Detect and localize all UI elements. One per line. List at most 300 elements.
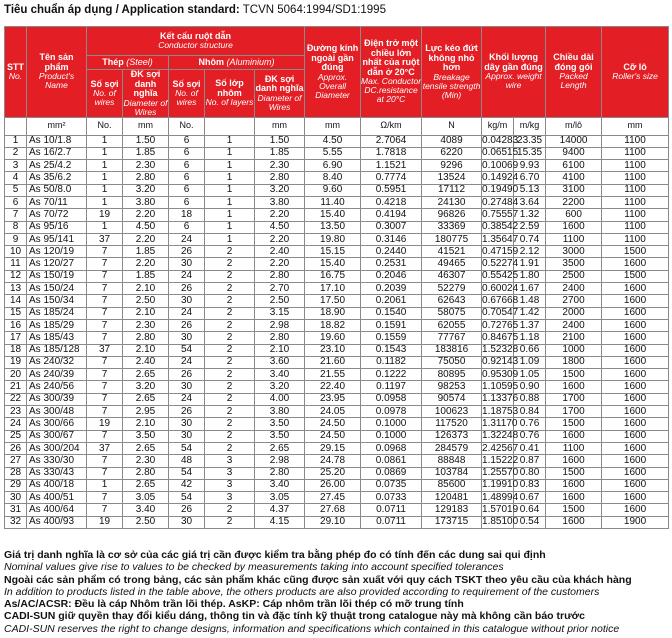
table-cell: 2.10 — [255, 344, 305, 356]
table-cell: 0.90 — [514, 381, 546, 393]
table-cell: 2.80 — [255, 172, 305, 184]
table-row — [5, 319, 669, 331]
table-cell: 2.30 — [123, 319, 169, 331]
table-cell: 1 — [205, 209, 255, 221]
table-row — [5, 430, 669, 442]
table-cell: 1600 — [602, 381, 669, 393]
table-cell: 20 — [5, 369, 27, 381]
table-cell: 1.09 — [514, 356, 546, 368]
table-cell: 2 — [205, 356, 255, 368]
table-cell: 0.2039 — [361, 283, 422, 295]
table-cell: 15.40 — [305, 258, 361, 270]
table-cell: 1100 — [602, 221, 669, 233]
table-cell: 4.50 — [255, 221, 305, 233]
table-cell: 1700 — [546, 406, 602, 418]
table-cell: 26 — [169, 246, 205, 258]
table-cell: As 400/93 — [27, 516, 87, 528]
table-cell: 2 — [205, 369, 255, 381]
table-cell: 29.10 — [305, 516, 361, 528]
table-cell: 2.65 — [123, 369, 169, 381]
table-cell: 23 — [5, 406, 27, 418]
table-cell: 1800 — [546, 356, 602, 368]
table-cell: 284579 — [422, 442, 482, 454]
table-cell: 2.65 — [123, 479, 169, 491]
table-cell: 1.85 — [123, 246, 169, 258]
table-cell: 18.90 — [305, 307, 361, 319]
table-cell: 1 — [205, 221, 255, 233]
table-cell: 0.04283 — [482, 135, 519, 147]
table-cell: 14000 — [546, 135, 602, 147]
table-cell: As 240/56 — [27, 381, 87, 393]
table-cell: 2 — [205, 430, 255, 442]
table-cell: 0.0861 — [361, 455, 422, 467]
table-cell: 0.67 — [514, 492, 546, 504]
table-cell: 0.19490 — [482, 184, 519, 196]
table-cell: 1100 — [602, 160, 669, 172]
table-cell: 6220 — [422, 147, 482, 159]
table-row — [5, 172, 669, 184]
table-cell: 24 — [5, 418, 27, 430]
table-row — [5, 246, 669, 258]
table-row — [5, 442, 669, 454]
table-cell: 18 — [169, 209, 205, 221]
header-alu-diameter: ĐK sợi danh nghĩa Diameter of Wires — [255, 70, 305, 118]
table-cell: 0.0978 — [361, 406, 422, 418]
table-cell: 1.85 — [123, 147, 169, 159]
table-cell: 100623 — [422, 406, 482, 418]
table-cell: 13.50 — [305, 221, 361, 233]
table-cell: 1600 — [602, 332, 669, 344]
header-alu-wires: Số sợi No. of wires — [169, 70, 205, 118]
header-steel: Thép (Steel) — [87, 56, 169, 70]
unit-cell: mm² — [27, 117, 87, 135]
table-cell: As 300/66 — [27, 418, 87, 430]
table-cell: 29 — [5, 479, 27, 491]
table-cell: 2 — [205, 307, 255, 319]
table-body — [5, 135, 669, 529]
table-cell: 0.72765 — [482, 319, 519, 331]
table-cell: 2.30 — [123, 455, 169, 467]
table-cell: 2400 — [546, 283, 602, 295]
table-cell: As 185/43 — [27, 332, 87, 344]
table-cell: 3.80 — [123, 196, 169, 208]
unit-cell: Ω/km — [361, 117, 422, 135]
table-cell: 4 — [5, 172, 27, 184]
table-cell: 3 — [205, 492, 255, 504]
table-cell: 15.40 — [305, 209, 361, 221]
table-cell: 0.55425 — [482, 270, 519, 282]
footnote-line: Ngoài các sản phẩm có trong bảng, các sản phẩm khác cũng được sản xuất với quy cách TSKT theo yêu cầu của khách hàng — [4, 573, 632, 586]
table-cell: 7 — [87, 369, 123, 381]
table-cell: 0.06515 — [482, 147, 519, 159]
table-cell: 0.4194 — [361, 209, 422, 221]
table-cell: 6.90 — [305, 160, 361, 172]
table-cell: 4100 — [546, 172, 602, 184]
table-cell: 54 — [169, 442, 205, 454]
table-cell: 1.31170 — [482, 417, 518, 429]
table-cell: 1600 — [546, 381, 602, 393]
table-cell: 1600 — [602, 319, 669, 331]
unit-cell: m/kg — [514, 117, 546, 135]
table-cell: 0.92143 — [482, 356, 519, 368]
table-cell: 120481 — [422, 492, 482, 504]
table-cell: 3 — [205, 467, 255, 479]
table-cell: 26 — [5, 442, 27, 454]
table-cell: 2.42567 — [482, 442, 519, 454]
table-cell: 17.10 — [305, 283, 361, 295]
table-cell: 0.47159 — [482, 245, 519, 257]
table-cell: 26 — [169, 504, 205, 516]
table-cell: 26 — [169, 283, 205, 295]
table-cell: 0.0958 — [361, 393, 422, 405]
table-cell: 62643 — [422, 295, 482, 307]
table-cell: 1500 — [546, 467, 602, 479]
table-row — [5, 467, 669, 479]
table-cell: 2.30 — [255, 160, 305, 172]
table-cell: 2 — [205, 344, 255, 356]
table-cell: 1600 — [602, 479, 669, 491]
table-cell: 1 — [205, 184, 255, 196]
table-cell: 22.40 — [305, 381, 361, 393]
table-cell: 1.37 — [514, 319, 546, 331]
table-row — [5, 209, 669, 221]
unit-cell: mm — [123, 117, 169, 135]
table-cell: 1.48994 — [482, 491, 519, 503]
table-cell: 2.40 — [255, 246, 305, 258]
table-cell: 4.15 — [255, 516, 305, 528]
table-cell: 1.19910 — [482, 479, 519, 491]
table-cell: 3 — [5, 160, 27, 172]
table-cell: 3.20 — [123, 184, 169, 196]
table-cell: 1.50 — [123, 135, 169, 147]
table-row — [5, 258, 669, 270]
table-row — [5, 307, 669, 319]
table-cell: 0.1559 — [361, 332, 422, 344]
table-cell: 46307 — [422, 270, 482, 282]
table-cell: 1 — [87, 160, 123, 172]
table-cell: 0.5951 — [361, 184, 422, 196]
table-row — [5, 516, 669, 528]
header-roller: Cỡ lô Roller's size — [602, 27, 669, 118]
table-cell: As 300/39 — [27, 393, 87, 405]
table-cell: 1900 — [602, 516, 669, 528]
table-cell: 0.60024 — [482, 282, 519, 294]
header-stt: STT No. — [5, 27, 27, 118]
table-cell: 3.05 — [255, 492, 305, 504]
table-cell: 6 — [169, 184, 205, 196]
unit-cell: kg/m — [482, 117, 514, 135]
table-row — [5, 479, 669, 491]
table-cell: 117520 — [422, 418, 482, 430]
table-cell: 14 — [5, 295, 27, 307]
table-row — [5, 196, 669, 208]
table-cell: 11.40 — [305, 196, 361, 208]
table-cell: 0.41 — [514, 442, 546, 454]
table-cell: 1600 — [602, 283, 669, 295]
table-cell: 1700 — [546, 393, 602, 405]
table-cell: 1 — [87, 479, 123, 491]
table-cell: 0.1197 — [361, 381, 422, 393]
table-cell: 1.80 — [514, 270, 546, 282]
table-cell: 17.50 — [305, 295, 361, 307]
table-cell: 1.91 — [514, 258, 546, 270]
table-cell: 1600 — [546, 479, 602, 491]
table-cell: 1.32248 — [482, 430, 519, 442]
table-cell: 2200 — [546, 196, 602, 208]
table-cell: 4089 — [422, 135, 482, 147]
table-cell: 0.1000 — [361, 418, 422, 430]
table-cell: 1 — [87, 221, 123, 233]
table-cell: 7 — [87, 258, 123, 270]
table-cell: 1100 — [546, 442, 602, 454]
table-cell: 1500 — [546, 369, 602, 381]
table-cell: 4.37 — [255, 504, 305, 516]
table-cell: 3.80 — [255, 196, 305, 208]
table-cell: 90574 — [422, 393, 482, 405]
table-cell: 21.55 — [305, 369, 361, 381]
header-breakage: Lực kéo đứt không nhỏ hơn Breakage tensile strength (Min) — [422, 27, 482, 118]
table-cell: 1100 — [602, 172, 669, 184]
table-cell: 1600 — [546, 492, 602, 504]
table-cell: As 400/18 — [27, 479, 87, 491]
table-row — [5, 369, 669, 381]
table-cell: 21 — [5, 381, 27, 393]
table-cell: 1100 — [546, 233, 602, 245]
table-cell: 7 — [87, 356, 123, 368]
table-cell: 0.2046 — [361, 270, 422, 282]
table-cell: 1.85100 — [482, 516, 519, 528]
table-cell: As 150/19 — [27, 270, 87, 282]
table-cell: 19.80 — [305, 233, 361, 245]
table-cell: 1.50 — [255, 135, 305, 147]
table-cell: 3.20 — [255, 184, 305, 196]
table-cell: 5 — [5, 184, 27, 196]
table-cell: 0.88 — [514, 393, 546, 405]
table-cell: 0.0733 — [361, 492, 422, 504]
table-cell: 6.70 — [514, 172, 546, 184]
table-cell: 0.10069 — [482, 159, 519, 171]
table-cell: 2.10 — [123, 307, 169, 319]
table-cell: As 240/39 — [27, 369, 87, 381]
table-cell: 1.18753 — [482, 405, 519, 417]
table-cell: 1.1521 — [361, 160, 422, 172]
table-cell: 1 — [87, 196, 123, 208]
table-cell: As 300/204 — [27, 442, 87, 454]
table-cell: 2.65 — [123, 442, 169, 454]
table-cell: 183816 — [422, 344, 482, 356]
table-cell: 11 — [5, 258, 27, 270]
table-cell: 0.0711 — [361, 504, 422, 516]
table-row — [5, 184, 669, 196]
table-cell: 6 — [169, 135, 205, 147]
table-cell: 2 — [205, 516, 255, 528]
application-standard — [4, 4, 386, 16]
table-cell: 1.85 — [255, 147, 305, 159]
table-cell: 0.66 — [514, 344, 546, 356]
table-cell: 27.45 — [305, 492, 361, 504]
header-aluminium: Nhôm (Aluminium) — [169, 56, 305, 70]
table-cell: 2 — [205, 418, 255, 430]
table-cell: 2.65 — [255, 442, 305, 454]
table-cell: 85600 — [422, 479, 482, 491]
table-cell: 3000 — [546, 246, 602, 258]
table-cell: 0.38542 — [482, 221, 519, 233]
table-cell: 52279 — [422, 283, 482, 295]
table-row — [5, 381, 669, 393]
table-cell: 6 — [169, 221, 205, 233]
table-cell: 1 — [87, 147, 123, 159]
table-cell: 24.78 — [305, 455, 361, 467]
table-cell: 0.0968 — [361, 442, 422, 454]
table-cell: 0.75557 — [482, 208, 519, 220]
table-cell: 24 — [169, 356, 205, 368]
table-cell: 0.4218 — [361, 196, 422, 208]
table-cell: 30 — [169, 381, 205, 393]
table-cell: 1600 — [602, 455, 669, 467]
table-cell: 3.20 — [123, 381, 169, 393]
table-cell: 1 — [5, 135, 27, 147]
table-cell: 31 — [5, 504, 27, 516]
table-cell: 0.64 — [514, 504, 546, 516]
table-row — [5, 418, 669, 430]
table-cell: 2.20 — [255, 209, 305, 221]
header-resistance: Điện trở một chiều lớn nhất của ruột dẫn ở 20°C Max. Conductor DC.resistance at 20°C — [361, 27, 422, 118]
table-cell: 30 — [169, 430, 205, 442]
table-cell: 3.40 — [255, 369, 305, 381]
table-cell: 42 — [169, 479, 205, 491]
unit-cell: m/lô — [546, 117, 602, 135]
table-cell: As 185/128 — [27, 344, 87, 356]
table-cell: 2.59 — [514, 221, 546, 233]
table-cell: 18 — [5, 344, 27, 356]
table-cell: 2.50 — [123, 295, 169, 307]
table-cell: 1.25570 — [482, 467, 519, 479]
table-cell: 1600 — [602, 295, 669, 307]
table-cell: 3.80 — [255, 406, 305, 418]
table-cell: 16.75 — [305, 270, 361, 282]
table-row — [5, 221, 669, 233]
table-cell: 54 — [169, 344, 205, 356]
table-cell: As 95/16 — [27, 221, 87, 233]
table-cell: 2700 — [546, 295, 602, 307]
table-cell: 4.50 — [305, 135, 361, 147]
table-cell: 0.27484 — [482, 196, 519, 208]
table-row — [5, 356, 669, 368]
table-cell: 1.85 — [123, 270, 169, 282]
table-cell: 80895 — [422, 369, 482, 381]
footnote-line: In addition to products listed in the table above, the others products are also provided according to requirement of the customers — [4, 585, 600, 598]
table-cell: 0.95309 — [482, 368, 519, 380]
table-row — [5, 270, 669, 282]
table-cell: 2.30 — [123, 160, 169, 172]
table-cell: 0.80 — [514, 467, 546, 479]
table-cell: 30 — [169, 418, 205, 430]
table-cell: 3.40 — [123, 504, 169, 516]
table-cell: 30 — [5, 492, 27, 504]
table-cell: 7 — [87, 504, 123, 516]
table-cell: 26.00 — [305, 479, 361, 491]
table-cell: 37 — [87, 344, 123, 356]
table-cell: 103784 — [422, 467, 482, 479]
table-cell: As 70/11 — [27, 196, 87, 208]
table-cell: 0.83 — [514, 479, 546, 491]
table-cell: 28 — [5, 467, 27, 479]
table-cell: 24 — [169, 307, 205, 319]
table-cell: 7 — [87, 332, 123, 344]
table-cell: 6 — [169, 196, 205, 208]
header-structure: Kết cấu ruột dẫn Conductor structure — [87, 27, 305, 56]
table-cell: 19.60 — [305, 332, 361, 344]
table-cell: 1600 — [546, 221, 602, 233]
table-cell: 1 — [87, 184, 123, 196]
table-row — [5, 344, 669, 356]
table-cell: 1500 — [602, 246, 669, 258]
table-cell: 30 — [169, 258, 205, 270]
table-cell: 0.3007 — [361, 221, 422, 233]
table-cell: 41521 — [422, 246, 482, 258]
table-cell: 1600 — [602, 356, 669, 368]
table-cell: 54 — [169, 467, 205, 479]
table-cell: 1100 — [602, 184, 669, 196]
table-cell: 1100 — [602, 233, 669, 245]
table-row — [5, 406, 669, 418]
table-cell: 173715 — [422, 516, 482, 528]
footnote-line: Giá trị danh nghĩa là cơ sở của các giá trị cần được kiểm tra bằng phép đo có tính đến các dung sai qui định — [4, 549, 546, 561]
table-cell: 1500 — [546, 418, 602, 430]
table-cell: 2 — [205, 270, 255, 282]
table-cell: 0.76 — [514, 418, 546, 430]
table-row — [5, 455, 669, 467]
table-cell: 3.50 — [255, 418, 305, 430]
table-cell: 29.15 — [305, 442, 361, 454]
table-cell: 48 — [169, 455, 205, 467]
table-cell: 49465 — [422, 258, 482, 270]
table-cell: 0.1543 — [361, 344, 422, 356]
standard-label: Tiêu chuẩn áp dụng / Application standard: — [4, 4, 240, 16]
unit-cell: No. — [169, 117, 205, 135]
table-cell: 2.20 — [123, 209, 169, 221]
table-row — [5, 283, 669, 295]
table-cell: 7 — [87, 492, 123, 504]
table-cell: 2.80 — [255, 332, 305, 344]
footnote-line: As/AC/ACSR: Đều là cáp Nhôm trần lõi thép. AsKP: Cáp nhôm trần lõi thép có mỡ trung tính — [4, 598, 464, 611]
table-cell: 1600 — [546, 430, 602, 442]
table-cell: 33369 — [422, 221, 482, 233]
table-cell: 19 — [87, 418, 123, 430]
table-cell: 3 — [205, 455, 255, 467]
table-cell: 0.0869 — [361, 467, 422, 479]
table-cell: As 185/24 — [27, 307, 87, 319]
table-cell: 9296 — [422, 160, 482, 172]
table-cell: 0.54 — [514, 516, 546, 528]
table-cell: 2.20 — [255, 258, 305, 270]
table-cell: As 185/29 — [27, 319, 87, 331]
table-cell: 30 — [169, 332, 205, 344]
table-cell: As 16/2.7 — [27, 147, 87, 159]
table-cell: 1 — [205, 147, 255, 159]
table-cell: 129183 — [422, 504, 482, 516]
table-cell: 1.42 — [514, 307, 546, 319]
table-cell: 2.80 — [123, 332, 169, 344]
table-cell: 7 — [87, 406, 123, 418]
table-cell: 1100 — [602, 147, 669, 159]
table-cell: 1600 — [602, 406, 669, 418]
table-cell: 1.48 — [514, 295, 546, 307]
table-cell: 2.20 — [123, 233, 169, 245]
table-row — [5, 332, 669, 344]
table-cell: 2 — [205, 246, 255, 258]
table-cell: 0.1591 — [361, 319, 422, 331]
